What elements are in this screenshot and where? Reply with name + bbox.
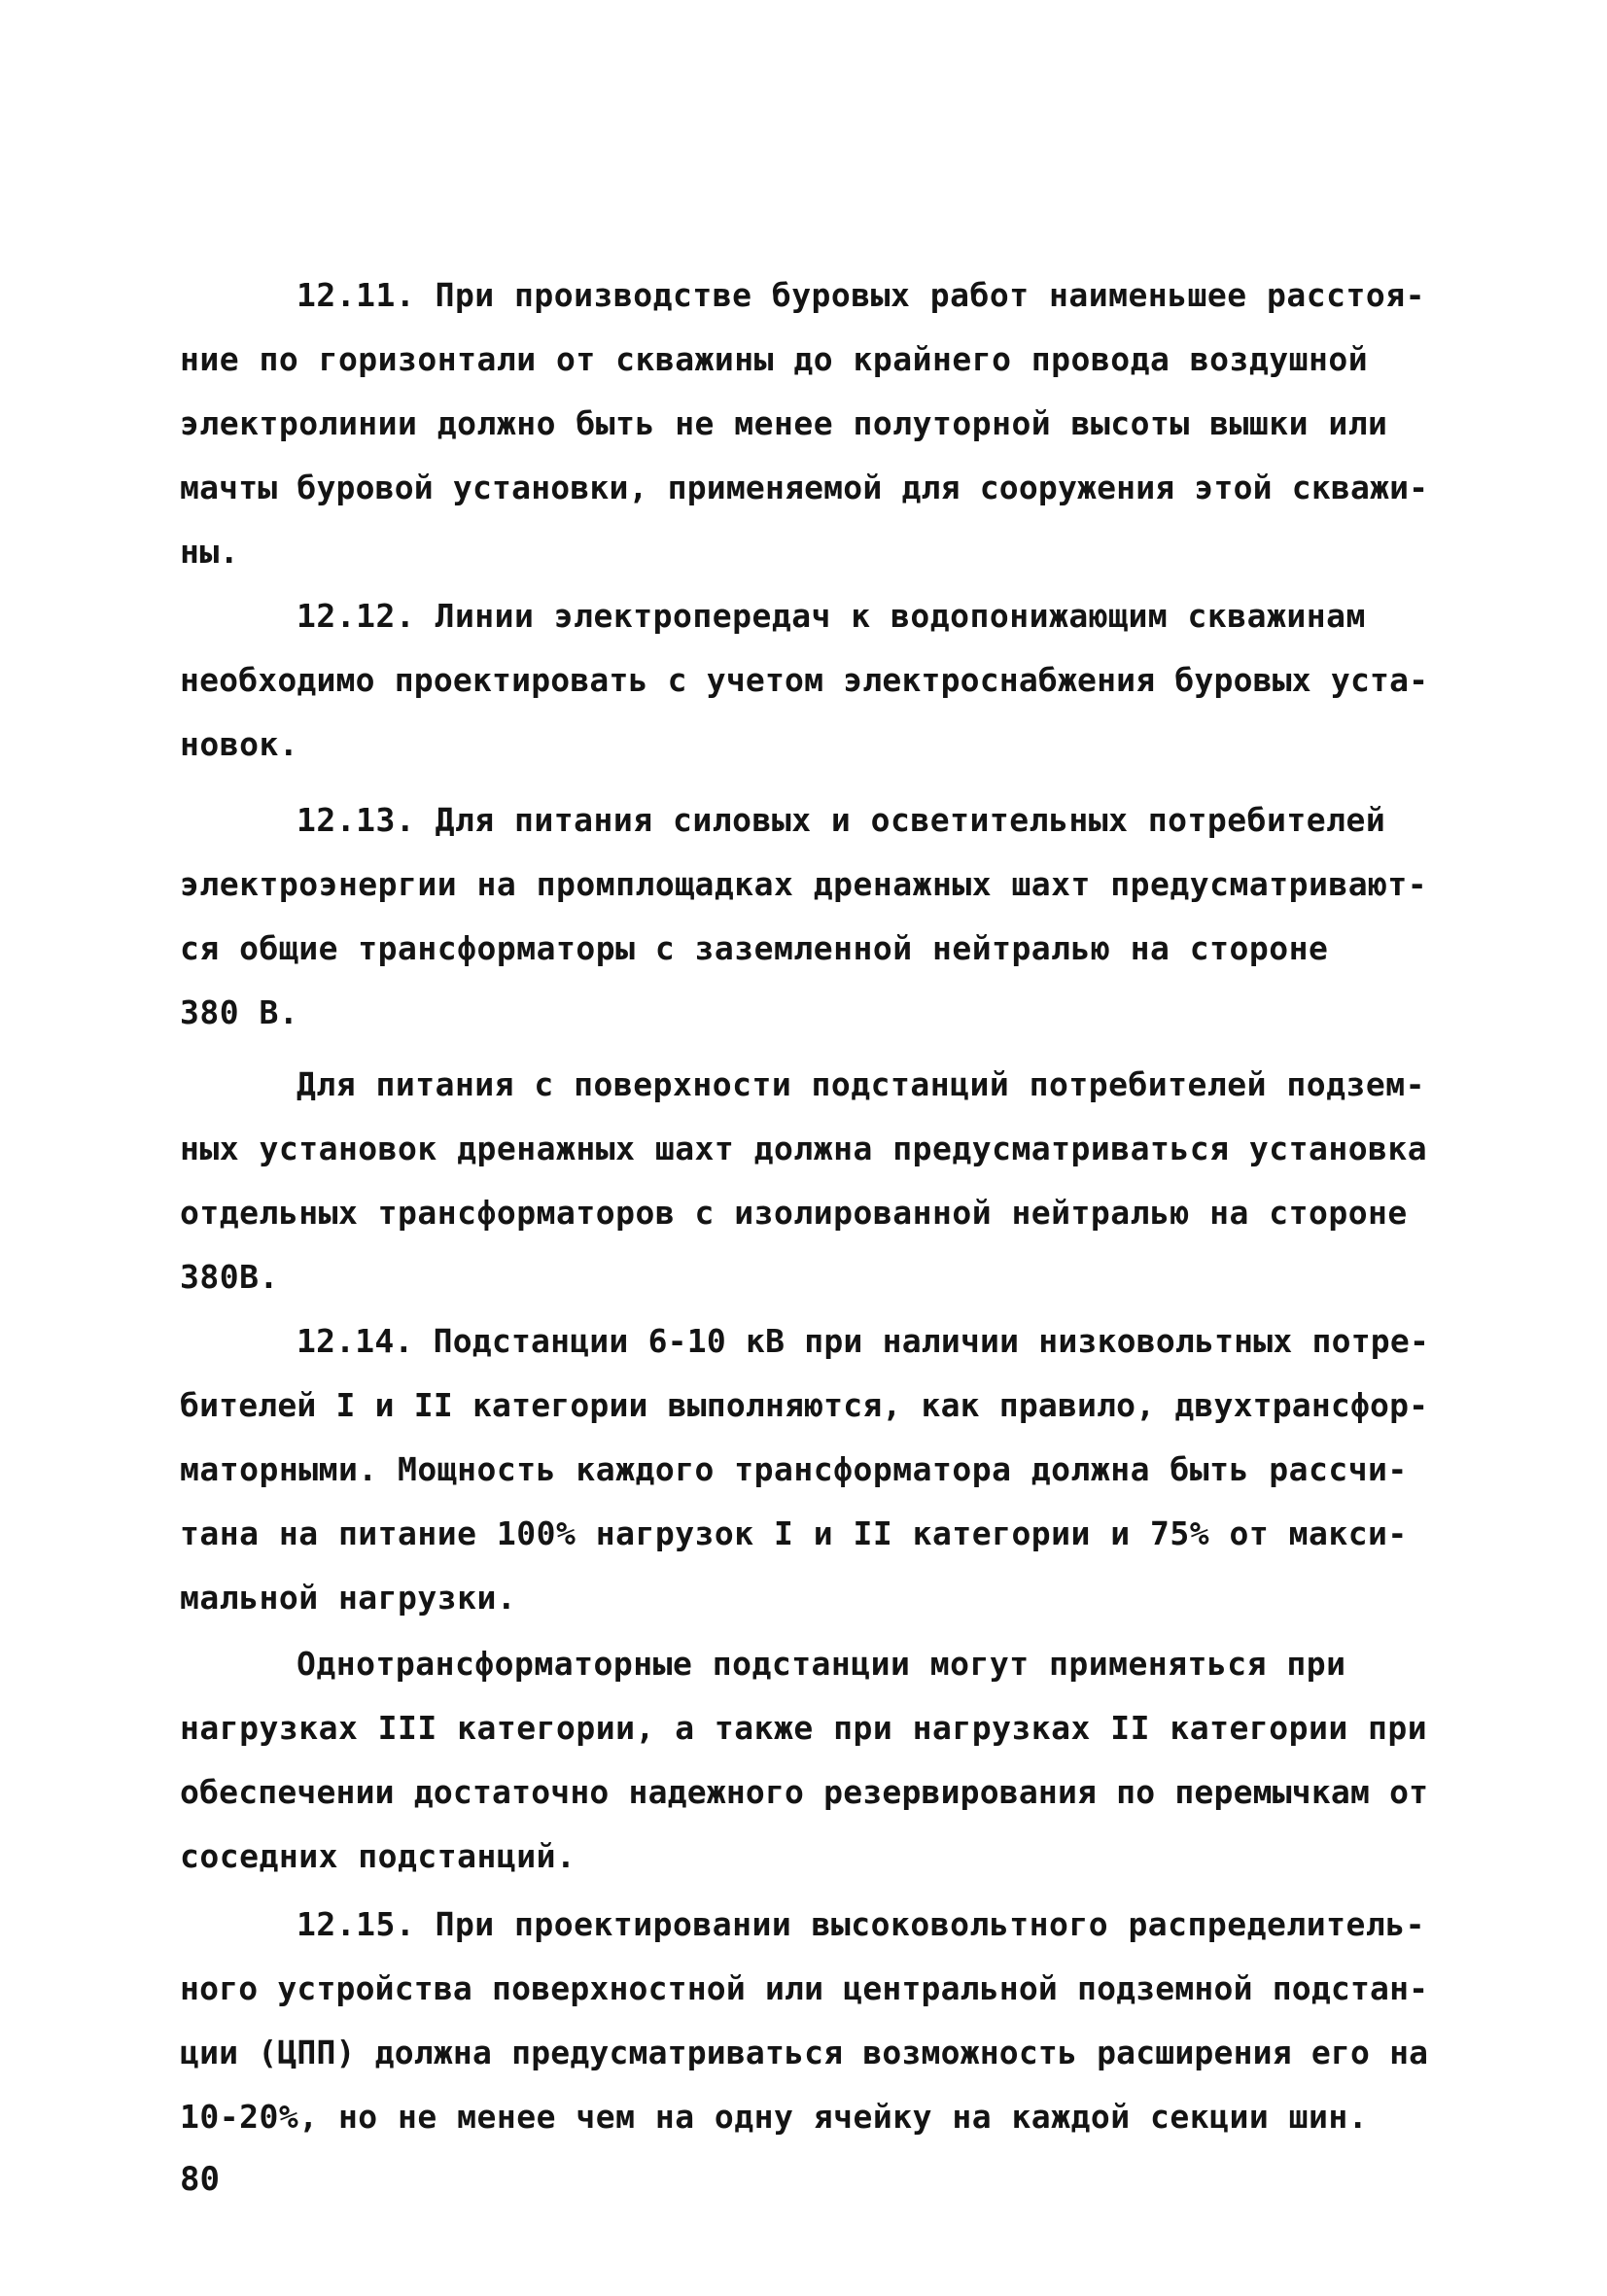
paragraph-12-11-line-3: электролинии должно быть не менее полуторной высоты вышки или	[180, 404, 1388, 442]
paragraph-12-13-line-1: 12.13. Для питания силовых и осветительных потребителей	[297, 801, 1386, 839]
page-number: 80	[180, 2160, 220, 2199]
paragraph-12-12-line-1: 12.12. Линии электропередач к водопонижающим скважинам	[297, 597, 1366, 635]
paragraph-12-12-line-3: новок.	[180, 725, 299, 763]
paragraph-12-11-line-5: ны.	[180, 533, 240, 571]
paragraph-single-transformer-line-1: Однотрансформаторные подстанции могут применяться при	[297, 1645, 1346, 1683]
paragraph-12-11-line-2: ние по горизонтали от скважины до крайнего провода воздушной	[180, 340, 1369, 378]
paragraph-12-15-line-1: 12.15. При проектировании высоковольтного распределитель-	[297, 1905, 1425, 1943]
paragraph-12-15-line-2: ного устройства поверхностной или центральной подземной подстан-	[180, 1969, 1429, 2007]
paragraph-12-13-line-4: 380 В.	[180, 993, 299, 1031]
paragraph-single-transformer-line-3: обеспечении достаточно надежного резервирования по перемычкам от	[180, 1773, 1429, 1811]
paragraph-single-transformer-line-4: соседних подстанций.	[180, 1837, 576, 1875]
paragraph-power-supply-line-2: ных установок дренажных шахт должна предусматриваться установка	[180, 1130, 1428, 1167]
paragraph-12-13-line-3: ся общие трансформаторы с заземленной нейтралью на стороне	[180, 929, 1329, 967]
paragraph-12-14-line-2: бителей I и II категории выполняются, как правило, двухтрансфор-	[180, 1386, 1429, 1424]
paragraph-12-12-line-2: необходимо проектировать с учетом электроснабжения буровых уста-	[180, 661, 1429, 699]
paragraph-12-11-line-1: 12.11. При производстве буровых работ наименьшее расстоя-	[297, 276, 1425, 314]
paragraph-12-15-line-4: 10-20%, но не менее чем на одну ячейку на каждой секции шин.	[180, 2098, 1369, 2136]
paragraph-power-supply-line-1: Для питания с поверхности подстанций потребителей подзем-	[297, 1065, 1425, 1103]
paragraph-12-11-line-4: мачты буровой установки, применяемой для сооружения этой скважи-	[180, 469, 1429, 506]
paragraph-12-14-line-4: тана на питание 100% нагрузок I и II категории и 75% от макси-	[180, 1514, 1408, 1552]
paragraph-power-supply-line-3: отдельных трансформаторов с изолированной нейтралью на стороне	[180, 1194, 1408, 1232]
paragraph-power-supply-line-4: 380В.	[180, 1258, 279, 1296]
paragraph-single-transformer-line-2: нагрузках III категории, а также при нагрузках II категории при	[180, 1709, 1428, 1747]
paragraph-12-14-line-1: 12.14. Подстанции 6-10 кВ при наличии низковольтных потре-	[297, 1322, 1430, 1360]
paragraph-12-14-line-5: мальной нагрузки.	[180, 1579, 517, 1617]
paragraph-12-15-line-3: ции (ЦПП) должна предусматриваться возможность расширения его на	[180, 2034, 1429, 2071]
paragraph-12-14-line-3: маторными. Мощность каждого трансформатора должна быть рассчи-	[180, 1450, 1408, 1488]
paragraph-12-13-line-2: электроэнергии на промплощадках дренажных шахт предусматривают-	[180, 865, 1428, 903]
